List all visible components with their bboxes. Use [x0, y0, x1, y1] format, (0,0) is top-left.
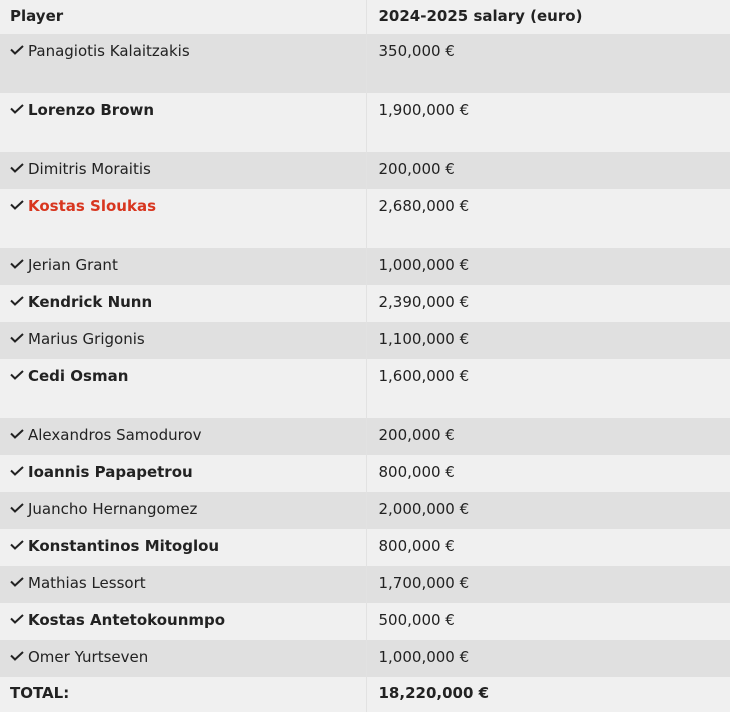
checkmark-icon	[10, 296, 24, 306]
player-cell	[0, 285, 366, 322]
player-name: Jerian Grant	[28, 256, 118, 274]
player-name: Juancho Hernangomez	[28, 500, 198, 518]
checkmark-icon	[10, 466, 24, 476]
player-cell	[0, 322, 366, 359]
player-name: Cedi Osman	[28, 367, 129, 385]
player-cell	[0, 603, 366, 640]
player-name: Kendrick Nunn	[28, 293, 153, 311]
column-header-player: Player	[0, 0, 366, 34]
salary-cell: 1,900,000 €	[366, 93, 730, 152]
checkmark-icon	[10, 333, 24, 343]
player-name: Ioannis Papapetrou	[28, 463, 193, 481]
player-cell	[0, 248, 366, 285]
salary-cell: 200,000 €	[366, 152, 730, 189]
checkmark-icon	[10, 540, 24, 550]
table-row	[0, 418, 730, 455]
player-name: Lorenzo Brown	[28, 101, 155, 119]
player-name-highlighted: Kostas Sloukas	[28, 197, 156, 215]
checkmark-icon	[10, 104, 24, 114]
salary-cell: 1,600,000 €	[366, 359, 730, 418]
player-name: Konstantinos Mitoglou	[28, 537, 220, 555]
table-row	[0, 566, 730, 603]
table-row	[0, 93, 730, 152]
table-row	[0, 492, 730, 529]
salary-cell: 1,000,000 €	[366, 248, 730, 285]
total-label: TOTAL:	[0, 677, 366, 712]
checkmark-icon	[10, 259, 24, 269]
player-cell	[0, 492, 366, 529]
player-name: Kostas Antetokounmpo	[28, 611, 226, 629]
table-row	[0, 34, 730, 93]
table-row	[0, 455, 730, 492]
table-header-row	[0, 0, 730, 34]
player-cell	[0, 34, 366, 93]
player-cell	[0, 418, 366, 455]
player-cell	[0, 359, 366, 418]
player-cell	[0, 640, 366, 677]
salary-cell: 800,000 €	[366, 529, 730, 566]
salary-cell: 500,000 €	[366, 603, 730, 640]
checkmark-icon	[10, 577, 24, 587]
player-cell	[0, 189, 366, 248]
checkmark-icon	[10, 429, 24, 439]
salary-cell: 800,000 €	[366, 455, 730, 492]
table-row	[0, 285, 730, 322]
player-name: Mathias Lessort	[28, 574, 146, 592]
checkmark-icon	[10, 614, 24, 624]
table-row	[0, 189, 730, 248]
table-row	[0, 248, 730, 285]
table-row	[0, 152, 730, 189]
table-row	[0, 640, 730, 677]
player-cell	[0, 152, 366, 189]
table-row	[0, 603, 730, 640]
salary-cell: 350,000 €	[366, 34, 730, 93]
player-name: Alexandros Samodurov	[28, 426, 202, 444]
total-value: 18,220,000 €	[366, 677, 730, 712]
player-name: Dimitris Moraitis	[28, 160, 151, 178]
checkmark-icon	[10, 503, 24, 513]
salary-cell: 2,390,000 €	[366, 285, 730, 322]
table-row	[0, 322, 730, 359]
table-row	[0, 529, 730, 566]
player-name: Panagiotis Kalaitzakis	[28, 42, 190, 60]
player-cell	[0, 529, 366, 566]
column-header-salary: 2024-2025 salary (euro)	[366, 0, 730, 34]
checkmark-icon	[10, 370, 24, 380]
player-name: Omer Yurtseven	[28, 648, 149, 666]
salary-cell: 200,000 €	[366, 418, 730, 455]
salary-cell: 1,100,000 €	[366, 322, 730, 359]
salary-cell: 2,000,000 €	[366, 492, 730, 529]
salary-cell: 1,700,000 €	[366, 566, 730, 603]
checkmark-icon	[10, 163, 24, 173]
checkmark-icon	[10, 45, 24, 55]
player-cell	[0, 566, 366, 603]
checkmark-icon	[10, 200, 24, 210]
player-cell	[0, 93, 366, 152]
player-name: Marius Grigonis	[28, 330, 145, 348]
player-cell	[0, 455, 366, 492]
salary-cell: 2,680,000 €	[366, 189, 730, 248]
checkmark-icon	[10, 651, 24, 661]
salary-cell: 1,000,000 €	[366, 640, 730, 677]
table-row	[0, 359, 730, 418]
